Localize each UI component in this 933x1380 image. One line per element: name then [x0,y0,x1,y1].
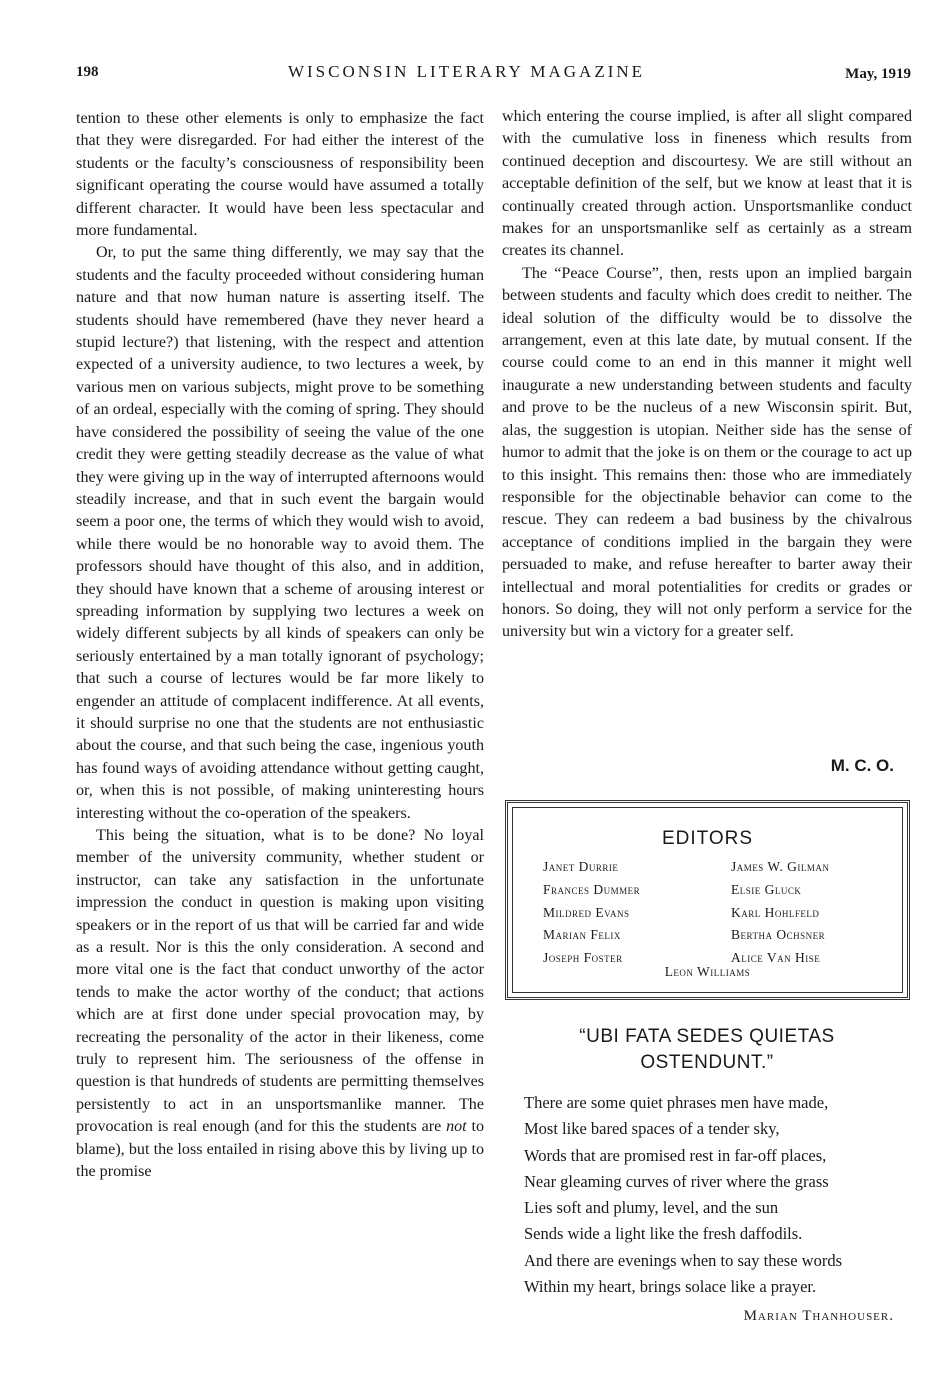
paragraph-text: to blame), but the loss entailed in rising above this by living up to the promise [76,1118,485,1181]
page-header [0,62,933,86]
poem-line: Sends wide a light like the fresh daffodils. [524,1224,803,1244]
magazine-title: WISCONSIN LITERARY MAGAZINE [287,62,646,81]
left-column [76,108,484,1184]
editor-name: Bertha Ochsner [731,927,826,943]
editor-name: Joseph Foster [543,950,623,966]
editor-name: Janet Durrie [543,859,619,874]
editor-name: James W. Gilman [731,859,830,874]
poem-line: There are some quiet phrases men have made, [524,1093,829,1112]
poem-line: And there are evenings when to say these words [524,1250,842,1270]
paragraph-text: This being the situation, what is to be done? No loyal member of the university community, whether student or instructor, can take any satisfaction in the unfortunate impression the conduct in question is making upon visiting speakers or in the report of us that will be carried far and wide as a result. Nor is this the only consideration. A second and more vital one is the fact that conduct unworthy of the actor tends to make the actor worthy of the conduct; that actions which are at first done under special provocation may, by recreating the personality of the actor in their likeness, come truly to represent him. The seriousness of the offense in question is that hundreds of students are permitting themselves persistently to act in an unsportsmanlike manner. The provocation is real enough (and for this the students are [76,827,484,1136]
editors-inner-border [512,807,903,993]
editors-box [505,800,910,1000]
paragraph: tention to these other elements is only to emphasize the fact that they were disregarded. For had either the interest of the students or the faculty’s consciousness of responsibility been significant operating the course would have assumed a totally different character. It would have been less spectacular and more fundamental. [76,110,484,240]
editors-title: EDITORS [661,828,754,849]
poem-body [524,1090,842,1300]
article-signature: M. C. O. [830,756,894,775]
editor-name: Karl Hohlfeld [731,904,820,920]
poem-title-line: “UBI FATA SEDES QUIETAS [579,1026,835,1047]
poem-title [502,1024,912,1076]
emphasis-text: not [446,1118,467,1136]
poem-line: Lies soft and plumy, level, and the sun [524,1198,779,1218]
poem-author: Marian Thanhouser. [743,1308,894,1324]
editor-name: Frances Dummer [543,881,641,897]
paragraph: Or, to put the same thing differently, we may say that the students and the faculty proceeded without considering human nature and that now human nature is asserting itself. The students should have remembered (have they never heard a stupid lecture?) that listening, with the respect and attention expected of a university audience, to two lectures a week, by various men on various subjects, might prove to be something of an ordeal, especially with the coming of spring. They should have considered the possibility of seeing the value of the one credit they were getting steadily decrease as the value of what they were giving up in the way of interrupted afternoons would steadily increase, and that in such event the bargain would seem a poor one, the terms of which they would wish to avoid, while there would be no honorable way to avoid them. The professors should have thought of this also, and in addition, they should have known that a scheme of arousing interest or spreading information by supplying two lectures a week on widely different subjects by all kinds of speakers can only be seriously entertained by a man totally ignorant of psychology; that such a course of lectures would be far more likely to engender an attitude of complacent indifference. At all events, it should surprise no one that the students are not enthusiastic about the course, and that such being the case, ingenious youth has found ways of avoiding attendance without getting caught, or, when this is not possible, of making uninteresting hours interesting without the co-operation of the speakers. [76,244,484,822]
editor-name: Marian Felix [543,927,621,943]
poem-line: Most like bared spaces of a tender sky, [524,1119,780,1139]
paragraph: which entering the course implied, is after all slight compared with the cumulative loss in fineness which results from continued deception and discourtesy. We are still without an acceptable definition of the self, but we know at least that it is continually created through action. Unsportsmanlike conduct makes for an unsportsmanlike self as certainly as a stream creates its channel. [502,108,912,260]
paragraph [76,825,484,1184]
poem-line: Within my heart, brings solace like a prayer. [524,1277,817,1297]
editor-name: Mildred Evans [543,904,630,920]
editor-name: Alice Van Hise [731,950,821,966]
editor-name: Leon Williams [664,964,751,979]
editors-list-left [543,856,640,970]
paragraph: The “Peace Course”, then, rests upon an implied bargain between students and faculty which does credit to neither. The ideal solution of the difficulty would be to dissolve the arrangement, even at this late date, by mutual consent. If the course could come to an end in this manner it might well inaugurate a new understanding between students and faculty and prove to be the nucleus of a new Wisconsin spirit. But, alas, the suggestion is utopian. Neither side has the sense of humor to admit that the joke is on them or the courage to act up to this insight. This remains then: those who are immediately responsible for the objectinable behavior can come to the rescue. They can redeem a bad business by the chivalrous acceptance of conditions implied in the bargain they were persuaded to make, and refuse hereafter to barter away their intellectual and moral potentialities for credits or grades or honors. So doing, they will not only perform a service for the university but win a victory for a greater self. [502,264,912,641]
poem-line: Words that are promised rest in far-off places, [524,1145,827,1165]
poem-line: Near gleaming curves of river where the grass [524,1171,829,1191]
issue-date: May, 1919 [845,66,911,82]
editor-name: Elsie Gluck [731,881,802,897]
poem-title-line: OSTENDUNT.” [640,1052,774,1073]
page-number: 198 [76,64,99,80]
right-column [502,106,912,644]
editors-list-right [731,856,829,970]
